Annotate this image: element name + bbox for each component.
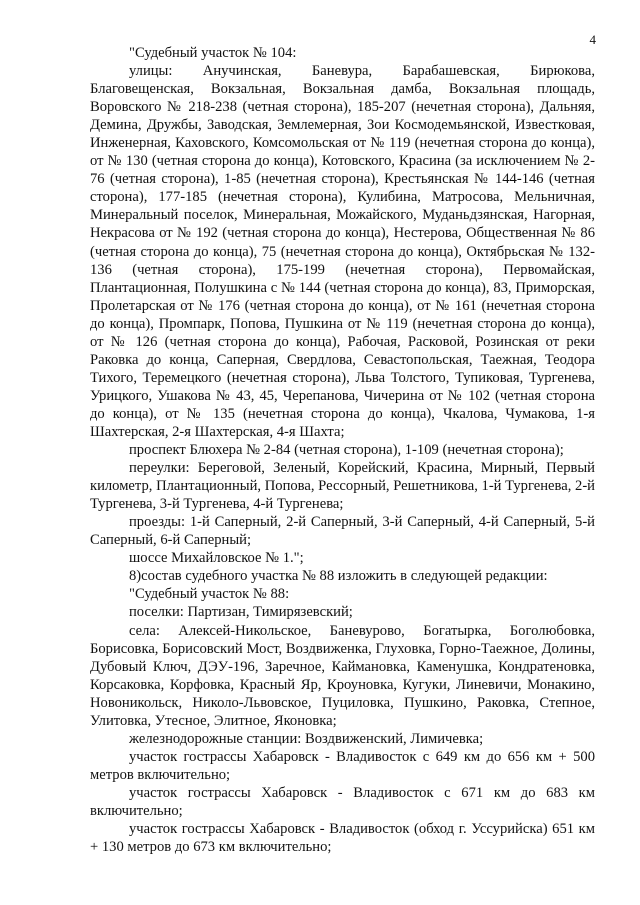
paragraph-court-88-heading: "Судебный участок № 88: [129,586,290,603]
paragraph-railway-stations: железнодорожные станции: Воздвиженский, Лимичевка; [129,730,484,747]
page-number: 4 [589,32,596,47]
paragraph-road-segment-1: участок гострассы Хабаровск - Владивосток с 649 км до 656 км + 500 метров включительно; [90,748,595,783]
paragraph-streets: улицы: Анучинская, Баневура, Барабашевская, Бирюкова, Благовещенская, Вокзальная, Вокзальная дамба, Вокзальная площадь, Воровского № 218-238 (четная сторона), 185-207 (нечетная сторона), Дальняя, Демина, Дружбы, Заводская, Землемерная, Зои Космодемьянской, Известковая, Инженерная, Каховского, Комсомольская от № 119 (нечетная сторона до конца), от № 130 (четная сторона до конца), Котовского, Красина (за исключением № 2-76 (четная сторона), 1-85 (нечетная сторона), Крестьянская № 144-146 (четная сторона), 177-185 (нечетная сторона), Кулибина, Матросова, Мельничная, Минеральный поселок, Минеральная, Можайского, Муданьдзянская, Нагорная, Некрасова от № 192 (четная сторона до конца), Нестерова, Общественная № 86 (четная сторона до конца), 75 (нечетная сторона до конца), Октябрьская № 132-136 (четная сторона), 175-199 (нечетная сторона), Первомайская, Плантационная, Полушкина с № 144 (четная сторона до конца), 83, Приморская, Пролетарская от № 176 (четная сторона до конца), от № 161 (нечетная сторона до конца), Промпарк, Попова, Пушкина от № 119 (нечетная сторона до конца), от № 126 (четная сторона до конца), Рабочая, Расковой, Розинская от реки Раковка до конца, Саперная, Свердлова, Севастопольская, Таежная, Теодора Тихого, Теремецкого (нечетная сторона), Льва Толстого, Тупиковая, Тургенева, Урицкого, Ушакова № 43, 45, Черепанова, Чичерина от № 102 (четная сторона до конца), от № 135 (нечетная сторона до конца), Чкалова, Чумакова, 1-я Шахтерская, 2-я Шахтерская, 4-я Шахта; [90,63,595,440]
document-body [90,44,595,856]
paragraph-road-segment-2: участок гострассы Хабаровск - Владивосток с 671 км до 683 км включительно; [90,784,595,819]
paragraph-amendment-8: 8)состав судебного участка № 88 изложить в следующей редакции: [129,568,548,585]
paragraph-avenue: проспект Блюхера № 2-84 (четная сторона), 1-109 (нечетная сторона); [129,442,564,459]
paragraph-passages: проезды: 1-й Саперный, 2-й Саперный, 3-й Саперный, 4-й Саперный, 5-й Саперный, 6-й Саперный; [90,514,595,549]
paragraph-lanes: переулки: Береговой, Зеленый, Корейский, Красина, Мирный, Первый километр, Плантационный, Попова, Рессорный, Решетникова, 1-й Тургенева, 2-й Тургенева, 3-й Тургенева, 4-й Тургенева; [90,460,595,513]
paragraph-settlements: поселки: Партизан, Тимирязевский; [129,604,353,621]
paragraph-court-104-heading: "Судебный участок № 104: [129,45,297,61]
paragraph-highway: шоссе Михайловское № 1."; [129,550,304,567]
paragraph-villages: села: Алексей-Никольское, Баневурово, Богатырка, Боголюбовка, Борисовка, Борисовский Мост, Воздвиженка, Глуховка, Горно-Таежное, Долины, Дубовый Ключ, ДЭУ-196, Заречное, Каймановка, Каменушка, Кондратеновка, Корсаковка, Корфовка, Красный Яр, Кроуновка, Кугуки, Линевичи, Монакино, Новоникольск, Николо-Львовское, Пуциловка, Пушкино, Раковка, Степное, Улитовка, Утесное, Элитное, Яконовка; [90,622,595,729]
paragraph-road-segment-3: участок гострассы Хабаровск - Владивосток (обход г. Уссурийска) 651 км + 130 метров до 673 км включительно; [90,821,595,856]
